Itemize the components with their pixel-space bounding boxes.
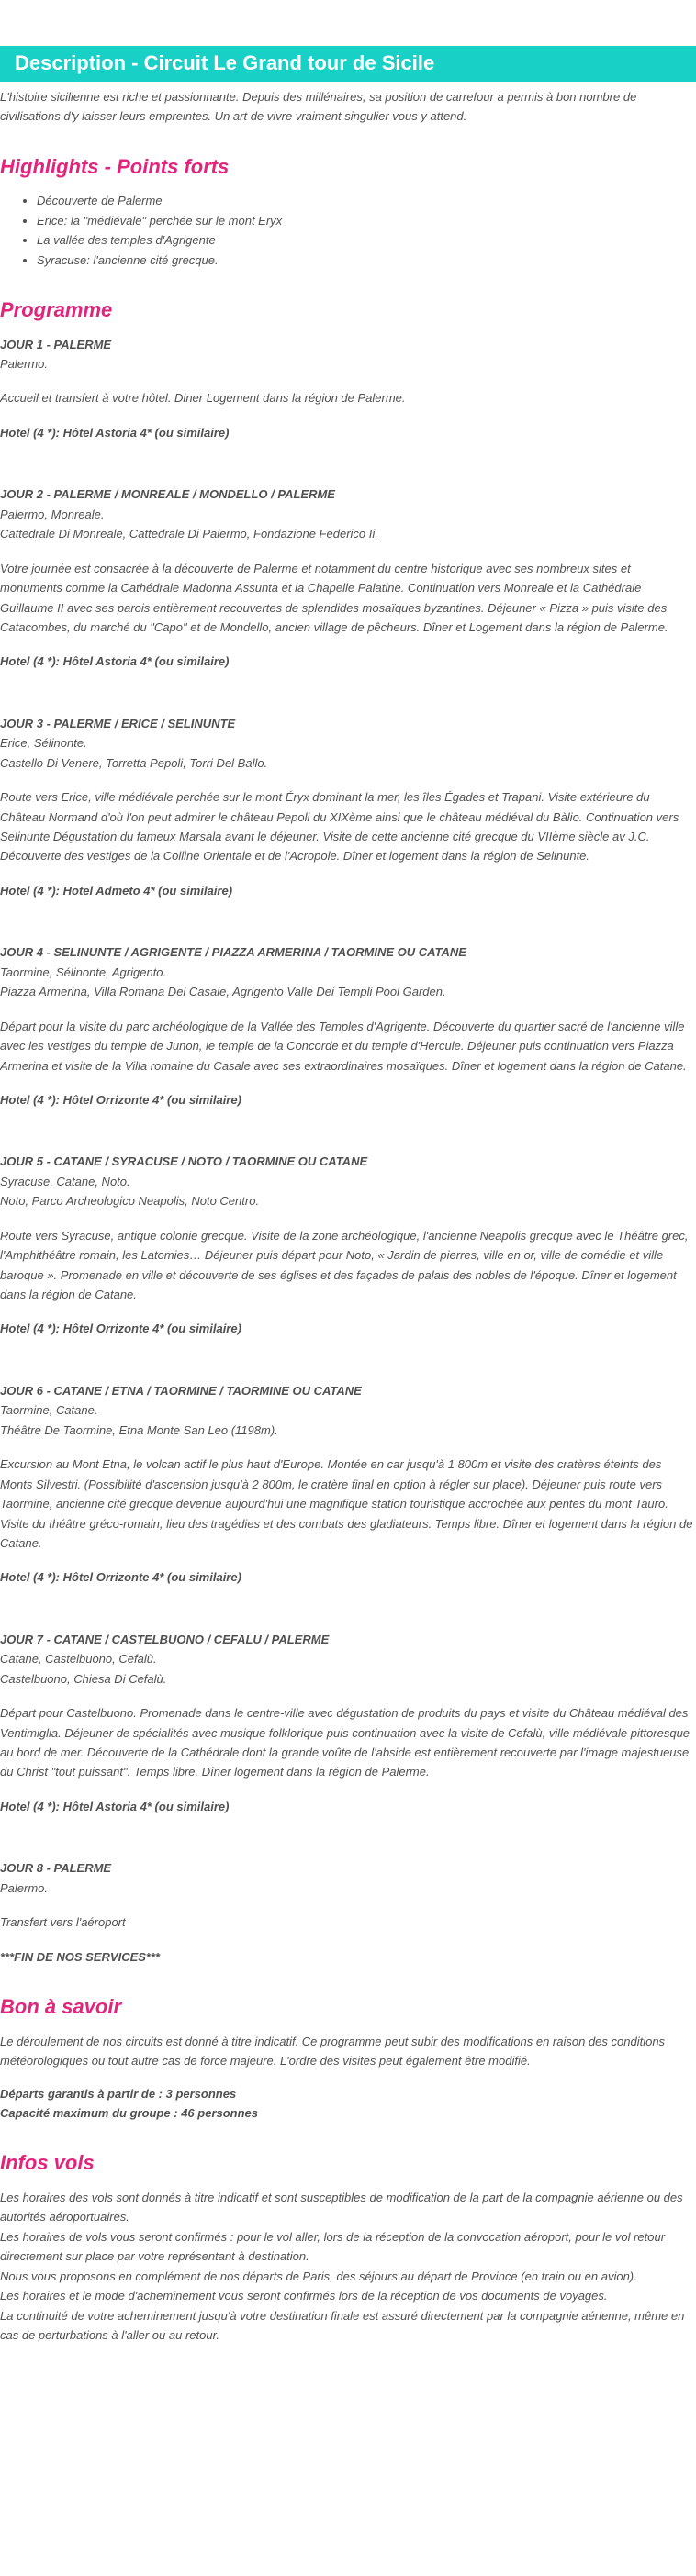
day-towns: Erice, Sélinonte. [0, 736, 87, 751]
highlight-item: • Erice: la "médiévale" perchée sur le mont Eryx [37, 211, 696, 230]
capacite-maximum: Capacité maximum du groupe : 46 personnes [0, 2106, 259, 2121]
highlights-list [0, 191, 696, 270]
day-towns: Catane, Castelbuono, Cefalù. [0, 1652, 157, 1667]
infos-vols-line: Nous vous proposons en complément de nos départs de Paris, des séjours au départ de Province (en train ou en avion). [0, 2269, 637, 2283]
day-4 [0, 942, 696, 1110]
day-hotel: Hotel (4 *): Hotel Admeto 4* (ou similaire) [0, 883, 233, 898]
day-towns: Palermo. [0, 1880, 49, 1895]
day-hotel: Hotel (4 *): Hôtel Orrizonte 4* (ou similaire) [0, 1321, 241, 1336]
day-towns: Taormine, Catane. [0, 1403, 98, 1418]
day-3 [0, 714, 696, 901]
page-title: Description - Circuit Le Grand tour de Sicile [0, 46, 696, 82]
bon-a-savoir-text: Le déroulement de nos circuits est donné à titre indicatif. Ce programme peut subir des modifications en raison des conditions météorologiques ou tout autre cas de force majeure. L'ordre des visites peut également être modifié. [0, 2034, 666, 2069]
infos-vols-line: Les horaires de vols vous seront confirmés : pour le vol aller, lors de la réception de la convocation aéroport, pour le vol retour directement sur place par votre représentant à destination. [0, 2229, 666, 2264]
day-hotel: Hotel (4 *): Hôtel Orrizonte 4* (ou similaire) [0, 1570, 241, 1585]
day-title: JOUR 6 - CATANE / ETNA / TAORMINE / TAORMINE OU CATANE [0, 1383, 362, 1398]
day-description: Route vers Erice, ville médiévale perchée sur le mont Éryx dominant la mer, les îles Égades et Trapani. Visite extérieure du Château Normand d'où l'on peut admirer le château Pepoli du XIXème ainsi que le château médiéval du Bàlio. Continuation vers Selinunte Dégustation du fameux Marsala avant le déjeuner. Visite de cette ancienne cité grecque du VIIème siècle av J.C. Découverte des vestiges de la Colline Orientale et de l'Acropole. Dîner et logement dans la région de Selinunte. [0, 790, 679, 864]
day-towns: Palermo. [0, 357, 49, 372]
day-title: JOUR 5 - CATANE / SYRACUSE / NOTO / TAORMINE OU CATANE [0, 1154, 368, 1169]
day-hotel: Hotel (4 *): Hôtel Astoria 4* (ou similaire) [0, 1799, 230, 1813]
day-description: Route vers Syracuse, antique colonie grecque. Visite de la zone archéologique, l'ancienne Neapolis grecque avec le Théâtre grec, l'Amphithéâtre romain, les Latomies… Déjeuner puis départ pour Noto, « Jardin de pierres, ville en or, ville de comédie et ville baroque ». Promenade en ville et découverte de ses églises et des façades de palais des nobles de l'époque. Dîner et logement dans la région de Catane. [0, 1228, 689, 1302]
highlight-item: • Découverte de Palerme [37, 191, 696, 210]
day-8 [0, 1858, 696, 1967]
day-hotel: Hotel (4 *): Hôtel Astoria 4* (ou similaire) [0, 654, 230, 669]
day-title: JOUR 1 - PALERME [0, 337, 112, 351]
day-title: JOUR 2 - PALERME / MONREALE / MONDELLO / PALERME [0, 487, 335, 502]
highlights-heading: Highlights - Points forts [0, 154, 230, 178]
day-sites: Castello Di Venere, Torretta Pepoli, Torri Del Ballo. [0, 755, 268, 770]
day-title: JOUR 8 - PALERME [0, 1861, 112, 1876]
day-sites: Noto, Parco Archeologico Neapolis, Noto Centro. [0, 1194, 260, 1209]
infos-vols-heading: Infos vols [0, 2151, 95, 2175]
day-1 [0, 335, 696, 443]
day-towns: Syracuse, Catane, Noto. [0, 1174, 130, 1188]
day-sites: Cattedrale Di Monreale, Cattedrale Di Palermo, Fondazione Federico Ii. [0, 527, 378, 541]
day-description: Départ pour Castelbuono. Promenade dans le centre-ville avec dégustation de produits du pays et visite du Château médiéval des Ventimiglia. Déjeuner de spécialités avec musique folklorique puis continuation avec la visite de Cefalù, ville médiévale pittoresque au bord de mer. Découverte de la Cathédrale dont la grande voûte de l'abside est entièrement recouverte par l'image majestueuse du Christ "tout puissant". Temps libre. Dîner logement dans la région de Palerme. [0, 1706, 690, 1779]
day-sites: Piazza Armerina, Villa Romana Del Casale, Agrigento Valle Dei Templi Pool Garden. [0, 985, 446, 999]
intro-text: L'histoire sicilienne est riche et passionnante. Depuis des millénaires, sa position de carrefour a permis à bon nombre de civilisations d'y laisser leurs empreintes. Un art de vivre vraiment singulier vous y attend. [0, 89, 637, 124]
day-sites: Castelbuono, Chiesa Di Cefalù. [0, 1671, 167, 1686]
day-hotel: Hotel (4 *): Hôtel Astoria 4* (ou similaire) [0, 425, 230, 440]
day-hotel: Hotel (4 *): Hôtel Orrizonte 4* (ou similaire) [0, 1092, 241, 1107]
day-description: Excursion au Mont Etna, le volcan actif le plus haut d'Europe. Montée en car jusqu'à 1 800m et visite des cratères éteints des Monts Silvestri. (Possibilité d'ascension jusqu'à 2 800m, le cratère final en option à régler sur place). Déjeuner puis route vers Taormine, ancienne cité grecque devenue aujourd'hui une magnifique station touristique accrochée aux pentes du mont Tauro. Visite du théâtre gréco-romain, lieu des tragédies et des combats des gladiateurs. Temps libre. Dîner et logement dans la région de Catane. [0, 1457, 693, 1550]
day-description: Accueil et transfert à votre hôtel. Diner Logement dans la région de Palerme. [0, 391, 406, 406]
day-description: Votre journée est consacrée à la découverte de Palerme et notamment du centre historique avec ses nombreux sites et monuments comme la Cathédrale Madonna Assunta et la Chapelle Palatine. Continuation vers Monreale et la Cathédrale Guillaume II avec ses parois entièrement recouvertes de splendides mosaïques byzantines. Déjeuner « Pizza » puis visite des Catacombes, du marché du "Capo" et de Mondello, ancien village de pêcheurs. Dîner et Logement dans la région de Palerme. [0, 561, 668, 634]
day-title: JOUR 7 - CATANE / CASTELBUONO / CEFALU / PALERME [0, 1632, 330, 1646]
infos-vols-line: Les horaires et le mode d'acheminement vous seront confirmés lors de la réception de vos documents de voyages. [0, 2289, 608, 2303]
day-description: Transfert vers l'aéroport [0, 1915, 126, 1930]
infos-vols-line: La continuité de votre acheminement jusqu'à votre destination finale est assuré directement par la compagnie aérienne, même en cas de perturbations à l'aller ou au retour. [0, 2308, 685, 2343]
day-towns: Palermo, Monreale. [0, 507, 105, 521]
bon-a-savoir-heading: Bon à savoir [0, 1995, 122, 2019]
programme-heading: Programme [0, 298, 113, 322]
infos-vols-line: Les horaires des vols sont donnés à titre indicatif et sont susceptibles de modification de la part de la compagnie aérienne ou des autorités aéroportuaires. [0, 2191, 683, 2225]
day-title: JOUR 4 - SELINUNTE / AGRIGENTE / PIAZZA ARMERINA / TAORMINE OU CATANE [0, 945, 466, 960]
day-5 [0, 1152, 696, 1339]
day-sites: Théâtre De Taormine, Etna Monte San Leo (1198m). [0, 1422, 278, 1437]
day-title: JOUR 3 - PALERME / ERICE / SELINUNTE [0, 716, 236, 730]
highlight-item: • Syracuse: l'ancienne cité grecque. [37, 251, 696, 270]
departs-garantis: Départs garantis à partir de : 3 personnes [0, 2086, 237, 2101]
day-2 [0, 485, 696, 672]
day-description: Départ pour la visite du parc archéologique de la Vallée des Temples d'Agrigente. Découverte du quartier sacré de l'ancienne ville avec les vestiges du temple de Junon, le temple de la Concorde et du temple d'Hercule. Déjeuner puis continuation vers Piazza Armerina et visite de la Villa romaine du Casale avec ses extraordinaires mosaïques. Dîner et logement dans la région de Catane. [0, 1019, 687, 1073]
end-of-services: ***FIN DE NOS SERVICES*** [0, 1949, 161, 1964]
day-7 [0, 1630, 696, 1817]
day-6 [0, 1381, 696, 1588]
day-towns: Taormine, Sélinonte, Agrigento. [0, 965, 167, 979]
highlight-item: • La vallée des temples d'Agrigente [37, 230, 696, 250]
